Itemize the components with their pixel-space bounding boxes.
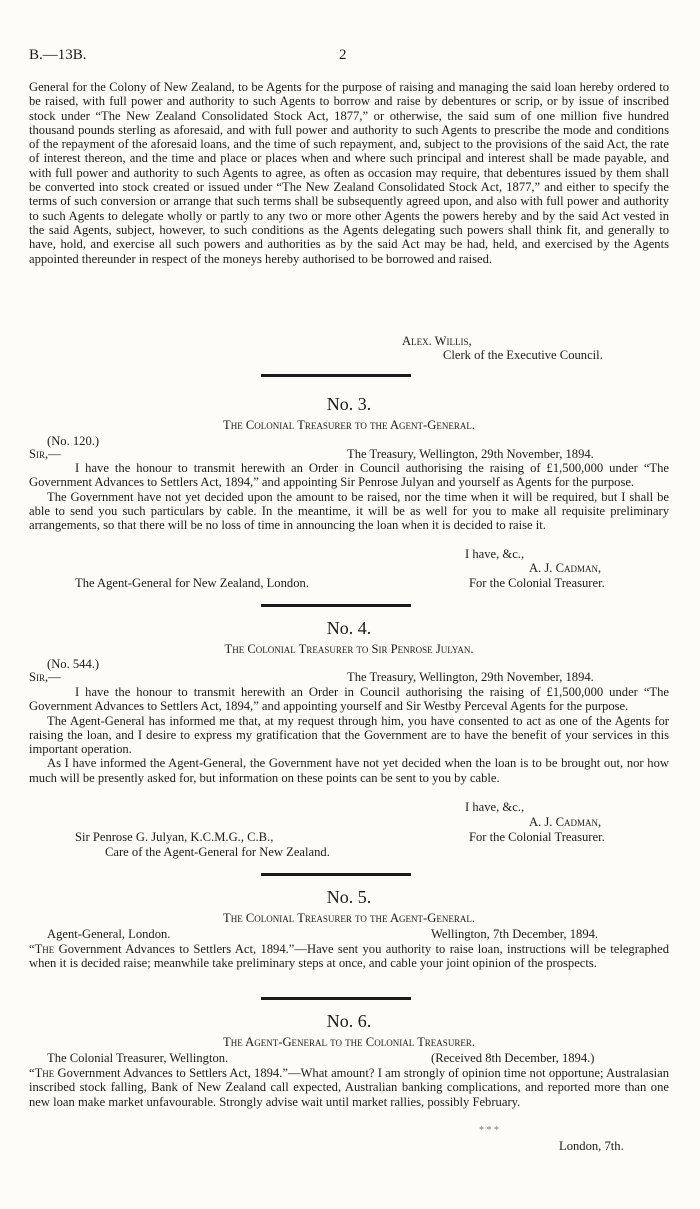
letter-3-salutation-row	[29, 447, 669, 462]
letter-3-body	[29, 461, 669, 532]
letter-3-addressee: The Agent-General for New Zealand, London.	[75, 576, 309, 590]
intro-signature-name: Alex. Willis,	[402, 334, 472, 348]
letter-5-to-row	[29, 927, 669, 942]
letter-4-signature-title: For the Colonial Treasurer.	[469, 830, 605, 844]
letter-4-paragraph-2: The Agent-General has informed me that, at my request through him, you have consented to act as one of the Agents for raising the loan, and I desire to express my gratification that the Government are to have the benefit of your services in this important operation.	[29, 713, 669, 757]
letter-6-subtitle: The Agent-General to the Colonial Treasurer.	[223, 1035, 475, 1049]
letter-5-place-date: Wellington, 7th December, 1894.	[431, 927, 599, 941]
section-divider	[261, 997, 411, 1000]
letter-4-addressee-care: Care of the Agent-General for New Zealand.	[105, 845, 330, 859]
letter-6-heading: No. 6.	[326, 1011, 372, 1031]
letter-3-addressee-row	[29, 576, 669, 591]
letter-6-lead: “The	[29, 1066, 55, 1080]
letter-6-place-date: London, 7th.	[559, 1139, 624, 1153]
letter-4-salutation-row	[29, 670, 669, 685]
letter-5-lead: “The	[29, 942, 55, 956]
letter-6-to-row	[29, 1051, 669, 1066]
letter-6-body	[29, 1066, 669, 1109]
order-in-council-continuation	[29, 80, 669, 266]
letter-4-addressee-row	[29, 830, 669, 845]
letter-5-telegram	[29, 942, 669, 971]
letter-3-paragraph-1: I have the honour to transmit herewith an Order in Council authorising the raising of £1,500,000 under “The Government Advances to Settlers Act, 1894,” and appointing Sir Penrose Julyan and yourself as Agents for the purpose.	[29, 461, 669, 490]
letter-3-closing-row	[29, 547, 669, 562]
letter-4-salutation: Sir,—	[29, 670, 61, 684]
letter-3-salutation: Sir,—	[29, 447, 61, 461]
letter-3-signature-name: A. J. Cadman,	[529, 561, 602, 575]
letter-3-closing: I have, &c.,	[465, 547, 525, 561]
letter-4-reference: (No. 544.)	[47, 657, 100, 671]
letter-4-address: The Treasury, Wellington, 29th November, 1894.	[347, 670, 594, 684]
section-divider	[261, 604, 411, 607]
letter-5-heading: No. 5.	[326, 887, 372, 907]
letter-4-closing: I have, &c.,	[465, 800, 525, 814]
letter-4-closing-row	[29, 800, 669, 815]
omission-stars: * * *	[479, 1125, 499, 1136]
letter-4-signature-name: A. J. Cadman,	[529, 815, 602, 829]
letter-5-to: Agent-General, London.	[47, 927, 171, 941]
letter-3-sig-row	[29, 561, 669, 576]
letter-3-reference: (No. 120.)	[47, 434, 100, 448]
letter-4-care-row	[29, 845, 669, 860]
letter-4-paragraph-3: As I have informed the Agent-General, the Government have not yet decided when the loan is to be brought out, nor how much will be presently asked for, but information on these points can be sent to you by cable.	[29, 756, 669, 785]
intro-signature-title: Clerk of the Executive Council.	[443, 348, 603, 362]
letter-6-place-row	[29, 1139, 669, 1154]
document-reference: B.—13B.	[29, 47, 87, 63]
letter-4-paragraph-1: I have the honour to transmit herewith an Order in Council authorising the raising of £1,500,000 under “The Government Advances to Settlers Act, 1894,” and appointing yourself and Sir Westby Perceval Agents for the purpose.	[29, 685, 669, 714]
intro-paragraph: General for the Colony of New Zealand, to be Agents for the purpose of raising and managing the said loan hereby ordered to be raised, with full power and authority to such Agents to borrow and raise by debentures or scrip, or by issue of inscribed stock under “The New Zealand Consolidated Stock Act, 1877,” or otherwise, the said sum of one million five hundred thousand pounds sterling as aforesaid, and with full power and authority to such Agents to prescribe the mode and conditions of the repayment of the aforesaid loans, and the time of such repayment, and, subject to the provisions of the said Act, the rate of interest thereon, and the time and place or places when and where such principal and interest shall be made payable, and with full power and authority to such Agents to agree, as often as occasion may require, that debentures issued by them shall be converted into stock created or issued under “The New Zealand Consolidated Stock Act, 1877,” and either to specify the terms of such conversion or arrange that such terms shall be subsequently agreed upon, and also with full power and authority to such Agents to delegate wholly or partly to any two or more other Agents the powers hereby and by the said Act vested in the said Agents, subject, however, to such conditions as the Agents delegating such powers shall think fit, and generally to have, hold, and exercise all such powers and authorities as by the said Act may be had, held, and exercised by the Agents appointed thereunder in respect of the moneys hereby authorised to be borrowed and raised.	[29, 80, 669, 266]
letter-6-telegram	[29, 1066, 669, 1109]
intro-signature-row	[29, 334, 669, 349]
letter-3-heading: No. 3.	[326, 394, 372, 414]
letter-3-paragraph-2: The Government have not yet decided upon the amount to be raised, nor the time when it will be required, but I shall be able to send you such particulars by cable. In the meantime, it will be as well for you to make all requisite preliminary arrangements, so that there will be no loss of time in announcing the loan when it is decided to raise it.	[29, 489, 669, 533]
letter-6-stars-row	[29, 1124, 669, 1139]
letter-4-addressee: Sir Penrose G. Julyan, K.C.M.G., C.B.,	[75, 830, 274, 844]
letter-3-subtitle: The Colonial Treasurer to the Agent-General.	[223, 418, 475, 432]
letter-5-body	[29, 942, 669, 971]
letter-4-sig-row	[29, 815, 669, 830]
letter-6-text: Government Advances to Settlers Act, 1894.”—What amount? I am strongly of opinion time not opportune; Australasian inscribed stock falling, Bank of New Zealand call expected, Australian banking complications, and reported more than one new loan make market unfavourable. Strongly advise wait until market rallies, possibly February.	[29, 1066, 669, 1109]
page-number: 2	[339, 47, 347, 63]
section-divider	[261, 873, 411, 876]
letter-5-text: Government Advances to Settlers Act, 1894.”—Have sent you authority to raise loan, instructions will be telegraphed when it is decided raise; meanwhile take preliminary steps at once, and cable your joint opinion of the prospects.	[29, 942, 669, 971]
letter-3-signature-title: For the Colonial Treasurer.	[469, 576, 605, 590]
section-divider	[261, 374, 411, 377]
intro-signature-title-row	[29, 348, 669, 363]
letter-6-received: (Received 8th December, 1894.)	[431, 1051, 595, 1065]
letter-6-to: The Colonial Treasurer, Wellington.	[47, 1051, 229, 1065]
letter-5-subtitle: The Colonial Treasurer to the Agent-General.	[223, 911, 475, 925]
letter-4-body	[29, 685, 669, 785]
letter-3-address: The Treasury, Wellington, 29th November, 1894.	[347, 447, 594, 461]
letter-4-heading: No. 4.	[326, 618, 372, 638]
letter-4-subtitle: The Colonial Treasurer to Sir Penrose Julyan.	[224, 642, 474, 656]
